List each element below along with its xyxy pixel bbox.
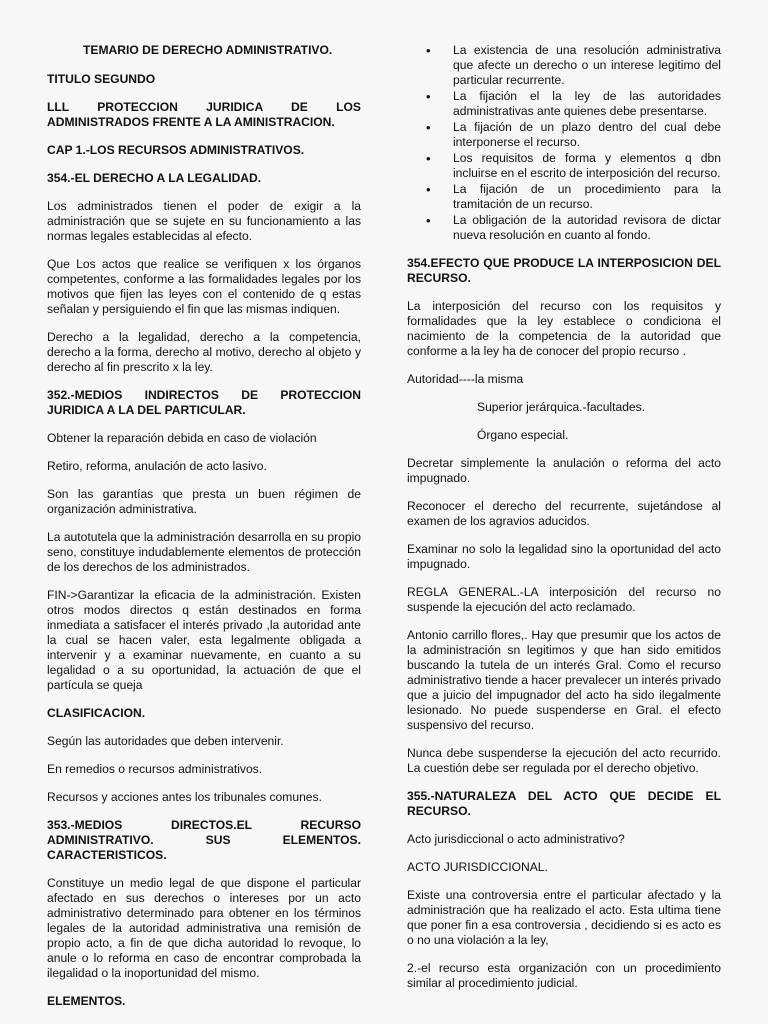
paragraph: 2.-el recurso esta organización con un procedimiento similar al procedimiento judicial.	[407, 961, 721, 990]
paragraph: La interposición del recurso con los requisitos y formalidades que la ley establece o condiciona el nacimiento de la competencia de la autoridad que conforme a la ley ha de conocer del propio recurso .	[407, 299, 721, 358]
paragraph: ACTO JURISDICCIONAL.	[407, 860, 548, 874]
heading-cap1: CAP 1.-LOS RECURSOS ADMINISTRATIVOS.	[47, 143, 305, 157]
paragraph: Reconocer el derecho del recurrente, sujetándose al examen de los agravios aducidos.	[407, 499, 721, 528]
elements-list	[407, 43, 721, 243]
heading-elementos: ELEMENTOS.	[47, 994, 126, 1008]
document-title: TEMARIO DE DERECHO ADMINISTRATIVO.	[83, 43, 333, 57]
heading-lll: LLL PROTECCION JURIDICA DE LOS ADMINISTRADOS FRENTE A LA AMINISTRACION.	[47, 100, 361, 129]
left-column	[47, 43, 361, 1022]
paragraph: Existe una controversia entre el particular afectado y la administración que ha realizado el acto. Esta ultima tiene que poner fin a esa controversia , decidiendo si es acto es o no una violación a la ley,	[407, 888, 721, 947]
list-item: • La existencia de una resolución administrativa que afecte un derecho o un interese legitimo del particular recurrente.	[407, 43, 721, 88]
paragraph: Que Los actos que realice se verifiquen x los órganos competentes, conforme a las formalidades legales por los motivos que fijen las leyes con el contenido de q estas señalan y persiguiendo el fin que las mismas indiquen.	[47, 257, 361, 316]
paragraph: REGLA GENERAL.-LA interposición del recurso no suspende la ejecución del acto reclamado.	[407, 585, 721, 614]
paragraph: Decretar simplemente la anulación o reforma del acto impugnado.	[407, 456, 721, 485]
paragraph: Examinar no solo la legalidad sino la oportunidad del acto impugnado.	[407, 542, 721, 571]
paragraph: Recursos y acciones antes los tribunales comunes.	[47, 790, 322, 804]
paragraph: Son las garantías que presta un buen régimen de organización administrativa.	[47, 487, 361, 516]
paragraph: FIN->Garantizar la eficacia de la administración. Existen otros modos directos q están destinados en forma inmediata a satisfacer el interés privado ,la autoridad ante la cual se hacen valer, esta legalmente obligada a intervenir y a examinar nuevamente, en cuanto a su legalidad o a su oportunidad, la actuación de que el partícula se queja	[47, 588, 361, 692]
paragraph: Retiro, reforma, anulación de acto lasivo.	[47, 459, 267, 473]
heading-353: 353.-MEDIOS DIRECTOS.EL RECURSO ADMINISTRATIVO. SUS ELEMENTOS. CARACTERISTICOS.	[47, 818, 361, 862]
heading-354-efecto: 354.EFECTO QUE PRODUCE LA INTERPOSICION DEL RECURSO.	[407, 256, 721, 285]
heading-titulo: TITULO SEGUNDO	[47, 72, 156, 86]
right-column	[407, 43, 721, 1004]
heading-355: 355.-NATURALEZA DEL ACTO QUE DECIDE EL RECURSO.	[407, 789, 721, 818]
paragraph: Derecho a la legalidad, derecho a la competencia, derecho a la forma, derecho al motivo, derecho al objeto y derecho al fin prescrito x la ley.	[47, 330, 361, 374]
heading-354: 354.-EL DERECHO A LA LEGALIDAD.	[47, 171, 262, 185]
paragraph: Constituye un medio legal de que dispone el particular afectado en sus derechos o intereses por un acto administrativo determinado para obtener en los términos legales de la autoridad administrativa una remisión de propio acto, a fin de que dicha autoridad lo revoque, lo anule o lo reforma en caso de encontrar comprobada la ilegalidad o la inoportunidad del mismo.	[47, 876, 361, 980]
paragraph: La autotutela que la administración desarrolla en su propio seno, constituye indudablemente elementos de protección de los derechos de los administrados.	[47, 530, 361, 574]
list-item: • La fijación de un procedimiento para la tramitación de un recurso.	[407, 182, 721, 212]
paragraph: Acto jurisdiccional o acto administrativo?	[407, 832, 625, 846]
heading-clasificacion: CLASIFICACION.	[47, 706, 146, 720]
heading-352: 352.-MEDIOS INDIRECTOS DE PROTECCION JURIDICA A LA DEL PARTICULAR.	[47, 388, 361, 417]
list-item: • La fijación el la ley de las autoridades administrativas ante quienes debe presentarse.	[407, 89, 721, 119]
list-item: • Los requisitos de forma y elementos q dbn incluirse en el escrito de interposición del recurso.	[407, 151, 721, 181]
list-item: • La fijación de un plazo dentro del cual debe interponerse el recurso.	[407, 120, 721, 150]
paragraph: Autoridad----la misma	[407, 372, 524, 386]
paragraph: Según las autoridades que deben intervenir.	[47, 734, 284, 748]
paragraph: Antonio carrillo flores,. Hay que presumir que los actos de la administración sn legitimos y que han sido emitidos buscando la tutela de un interés Gral. Como el recurso administrativo tiende a hacer prevalecer un interés privado que a juicio del impugnador del acto ha sido ilegalmente lesionado. No puede suspenderse en Gral. el efecto suspensivo del recurso.	[407, 628, 721, 732]
paragraph: Obtener la reparación debida en caso de violación	[47, 431, 317, 445]
paragraph: Nunca debe suspenderse la ejecución del acto recurrido. La cuestión debe ser regulada por el derecho objetivo.	[407, 746, 721, 775]
indented-line: Superior jerárquica.-facultades.	[477, 400, 646, 414]
list-item: • La obligación de la autoridad revisora de dictar nueva resolución en cuanto al fondo.	[407, 213, 721, 243]
indented-line: Órgano especial.	[477, 428, 569, 442]
paragraph: Los administrados tienen el poder de exigir a la administración que se sujete en su funcionamiento a las normas legales establecidas al efecto.	[47, 199, 361, 243]
paragraph: En remedios o recursos administrativos.	[47, 762, 263, 776]
